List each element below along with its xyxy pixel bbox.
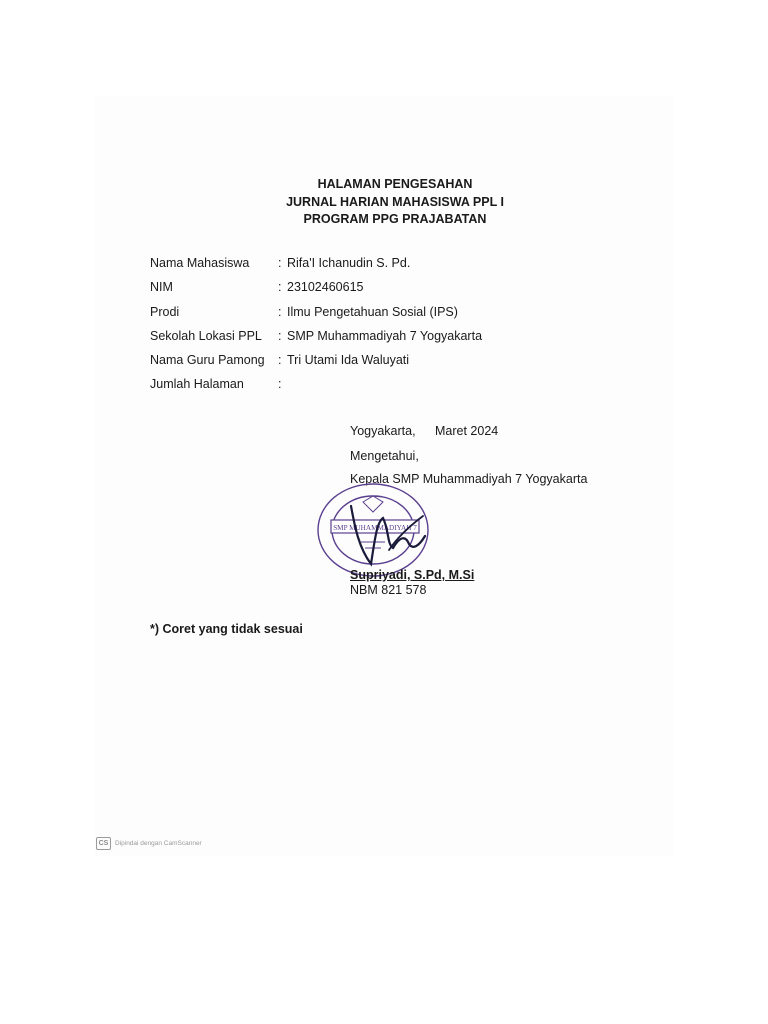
signatory-name: Supriyadi, S.Pd, M.Si — [350, 568, 475, 582]
field-colon: : — [278, 304, 282, 319]
field-label: Nama Mahasiswa — [150, 256, 250, 270]
title-line-3: PROGRAM PPG PRAJABATAN — [303, 212, 487, 226]
footnote: *) Coret yang tidak sesuai — [150, 622, 303, 636]
field-label: Sekolah Lokasi PPL — [150, 328, 262, 343]
field-label: Prodi — [150, 304, 180, 319]
sign-position-title: Kepala SMP Muhammadiyah 7 Yogyakarta — [350, 472, 588, 486]
title-line-2: JURNAL HARIAN MAHASISWA PPL I — [286, 194, 504, 209]
field-value: Tri Utami Ida Waluyati — [287, 353, 410, 368]
document-title — [0, 176, 768, 229]
field-value: SMP Muhammadiyah 7 Yogyakarta — [287, 328, 483, 343]
field-colon: : — [278, 280, 282, 295]
sign-date: Maret 2024 — [435, 424, 499, 438]
title-line-1: HALAMAN PENGESAHAN — [317, 177, 473, 191]
field-label: Nama Guru Pamong — [150, 353, 265, 368]
camscanner-text: Dipindai dengan CamScanner — [115, 840, 202, 847]
field-colon: : — [278, 377, 282, 392]
sign-city: Yogyakarta, — [350, 424, 416, 438]
field-label: Jumlah Halaman — [150, 377, 244, 392]
field-value: Ilmu Pengetahuan Sosial (IPS) — [287, 304, 458, 319]
sign-acknowledged: Mengetahui, — [350, 449, 419, 463]
field-colon: : — [278, 353, 282, 368]
signatory-nbm: NBM 821 578 — [350, 583, 427, 597]
field-colon: : — [278, 328, 282, 343]
stamp-text: SMP MUHAMMADIYAH 7 — [333, 524, 417, 532]
camscanner-watermark — [96, 837, 202, 850]
camscanner-icon: CS — [96, 837, 111, 850]
field-value: 23102460615 — [287, 280, 364, 295]
field-label: NIM — [150, 280, 173, 295]
field-value: Rifa'I Ichanudin S. Pd. — [287, 256, 411, 270]
field-colon: : — [278, 256, 282, 270]
